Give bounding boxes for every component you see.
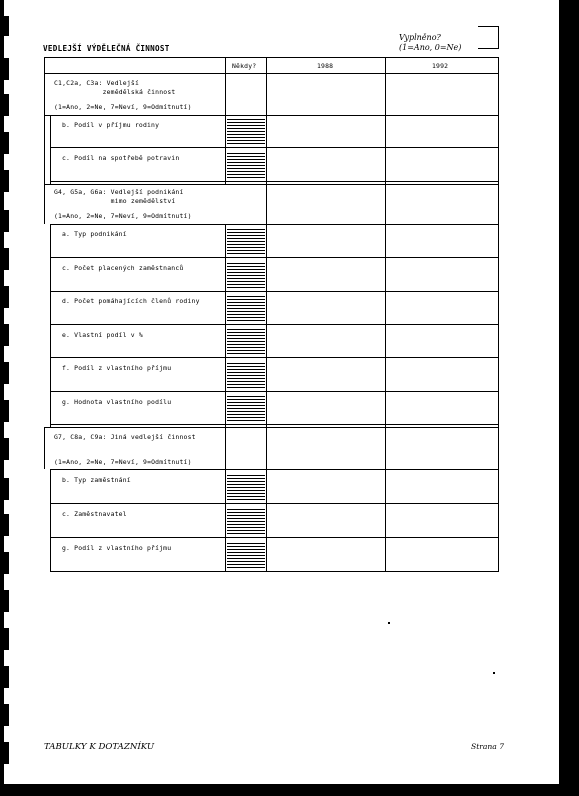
row-rule — [50, 257, 499, 258]
col-header-when: Někdy? — [232, 62, 257, 70]
shaded-cell — [227, 473, 265, 500]
row-rule — [50, 181, 499, 182]
binder-mark — [4, 324, 9, 346]
table-left-rule — [50, 469, 51, 571]
footer-title: TABULKY K DOTAZNÍKU — [44, 742, 155, 752]
page-title: VEDLEJŠÍ VÝDĚLEČNÁ ČINNOST — [43, 44, 170, 53]
col-rule-when — [225, 427, 226, 571]
row-rule — [44, 184, 499, 185]
section-legend: (1=Ano, 2=Ne, 7=Neví, 9=Odmítnutí) — [54, 458, 192, 466]
table-left-rule — [44, 184, 45, 224]
shaded-cell — [227, 228, 265, 254]
binder-mark — [4, 552, 9, 574]
row-label: f. Podíl z vlastního příjmu — [62, 364, 172, 372]
binder-mark — [4, 514, 9, 536]
section-label: zemědělská činnost — [54, 88, 176, 96]
col-header-1992: 1992 — [432, 62, 449, 70]
table-left-rule — [50, 224, 51, 427]
binder-mark — [4, 438, 9, 460]
table-bottom-rule — [50, 571, 499, 572]
table-right-rule — [498, 57, 499, 571]
table-left-rule — [50, 115, 51, 185]
row-label: e. Vlastní podíl v % — [62, 331, 143, 339]
shaded-cell — [227, 328, 265, 354]
row-label: c. Podíl na spotřebě potravin — [62, 154, 180, 162]
shaded-cell — [227, 361, 265, 388]
binder-mark — [4, 704, 9, 726]
row-label: a. Typ podnikání — [62, 230, 127, 238]
shaded-cell — [227, 261, 265, 288]
binder-mark — [4, 94, 9, 116]
filled-label — [399, 33, 461, 53]
row-label: g. Hodnota vlastního podílu — [62, 398, 172, 406]
scan-speck — [493, 672, 495, 674]
binder-mark — [4, 400, 9, 422]
row-rule — [50, 391, 499, 392]
col-rule-1992 — [385, 57, 386, 571]
section-label: C1,C2a, C3a: Vedlejší — [54, 79, 139, 87]
section-label: mimo zemědělství — [54, 197, 176, 205]
binder-mark — [4, 590, 9, 612]
row-rule — [50, 503, 499, 504]
row-rule — [50, 357, 499, 358]
filled-checkbox[interactable] — [478, 26, 499, 49]
table-left-rule — [44, 427, 45, 469]
binder-mark — [4, 742, 9, 764]
row-label: c. Počet placených zaměstnanců — [62, 264, 184, 272]
binder-mark — [4, 58, 9, 80]
binder-mark — [4, 248, 9, 270]
scan-speck — [388, 622, 390, 624]
binder-mark — [4, 628, 9, 650]
row-label: d. Počet pomáhajících členů rodiny — [62, 297, 200, 305]
binder-mark — [4, 362, 9, 384]
row-rule — [50, 469, 499, 470]
shaded-cell — [227, 395, 265, 421]
binder-mark — [4, 170, 9, 192]
row-label: b. Podíl v příjmu rodiny — [62, 121, 160, 129]
row-label: b. Typ zaměstnání — [62, 476, 131, 484]
shaded-cell — [227, 152, 265, 178]
document-page — [4, 0, 559, 784]
section-label: G4, G5a, G6a: Vedlejší podnikání — [54, 188, 184, 196]
table-left-rule — [44, 57, 45, 185]
filled-question: Vyplněno? — [399, 33, 441, 42]
col-rule-when — [225, 57, 226, 185]
row-rule — [50, 424, 499, 425]
shaded-cell — [227, 119, 265, 144]
filled-legend: (1=Ano, 0=Ne) — [399, 43, 462, 52]
row-rule — [44, 115, 499, 116]
shaded-cell — [227, 507, 265, 534]
row-rule — [50, 537, 499, 538]
binder-mark — [4, 210, 9, 232]
section-label: G7, C8a, C9a: Jiná vedlejší činnost — [54, 433, 196, 441]
binder-mark — [4, 478, 9, 500]
shaded-cell — [227, 295, 265, 321]
row-rule — [50, 291, 499, 292]
binder-mark — [4, 666, 9, 688]
table-header-rule — [44, 73, 499, 74]
shaded-cell — [227, 541, 265, 568]
row-rule — [50, 147, 499, 148]
table-top-rule — [44, 57, 499, 58]
page-number: Strana 7 — [471, 742, 505, 751]
row-rule — [44, 427, 499, 428]
row-label: c. Zaměstnavatel — [62, 510, 127, 518]
row-rule — [50, 224, 499, 225]
row-rule — [50, 324, 499, 325]
col-rule-1988 — [266, 57, 267, 571]
binder-mark — [4, 132, 9, 154]
col-rule-when — [225, 224, 226, 427]
section-legend: (1=Ano, 2=Ne, 7=Neví, 9=Odmítnutí) — [54, 103, 192, 111]
row-label: g. Podíl z vlastního příjmu — [62, 544, 172, 552]
section-legend: (1=Ano, 2=Ne, 7=Neví, 9=Odmítnutí) — [54, 212, 192, 220]
col-header-1988: 1988 — [317, 62, 334, 70]
binder-mark — [4, 16, 9, 36]
binder-mark — [4, 286, 9, 308]
